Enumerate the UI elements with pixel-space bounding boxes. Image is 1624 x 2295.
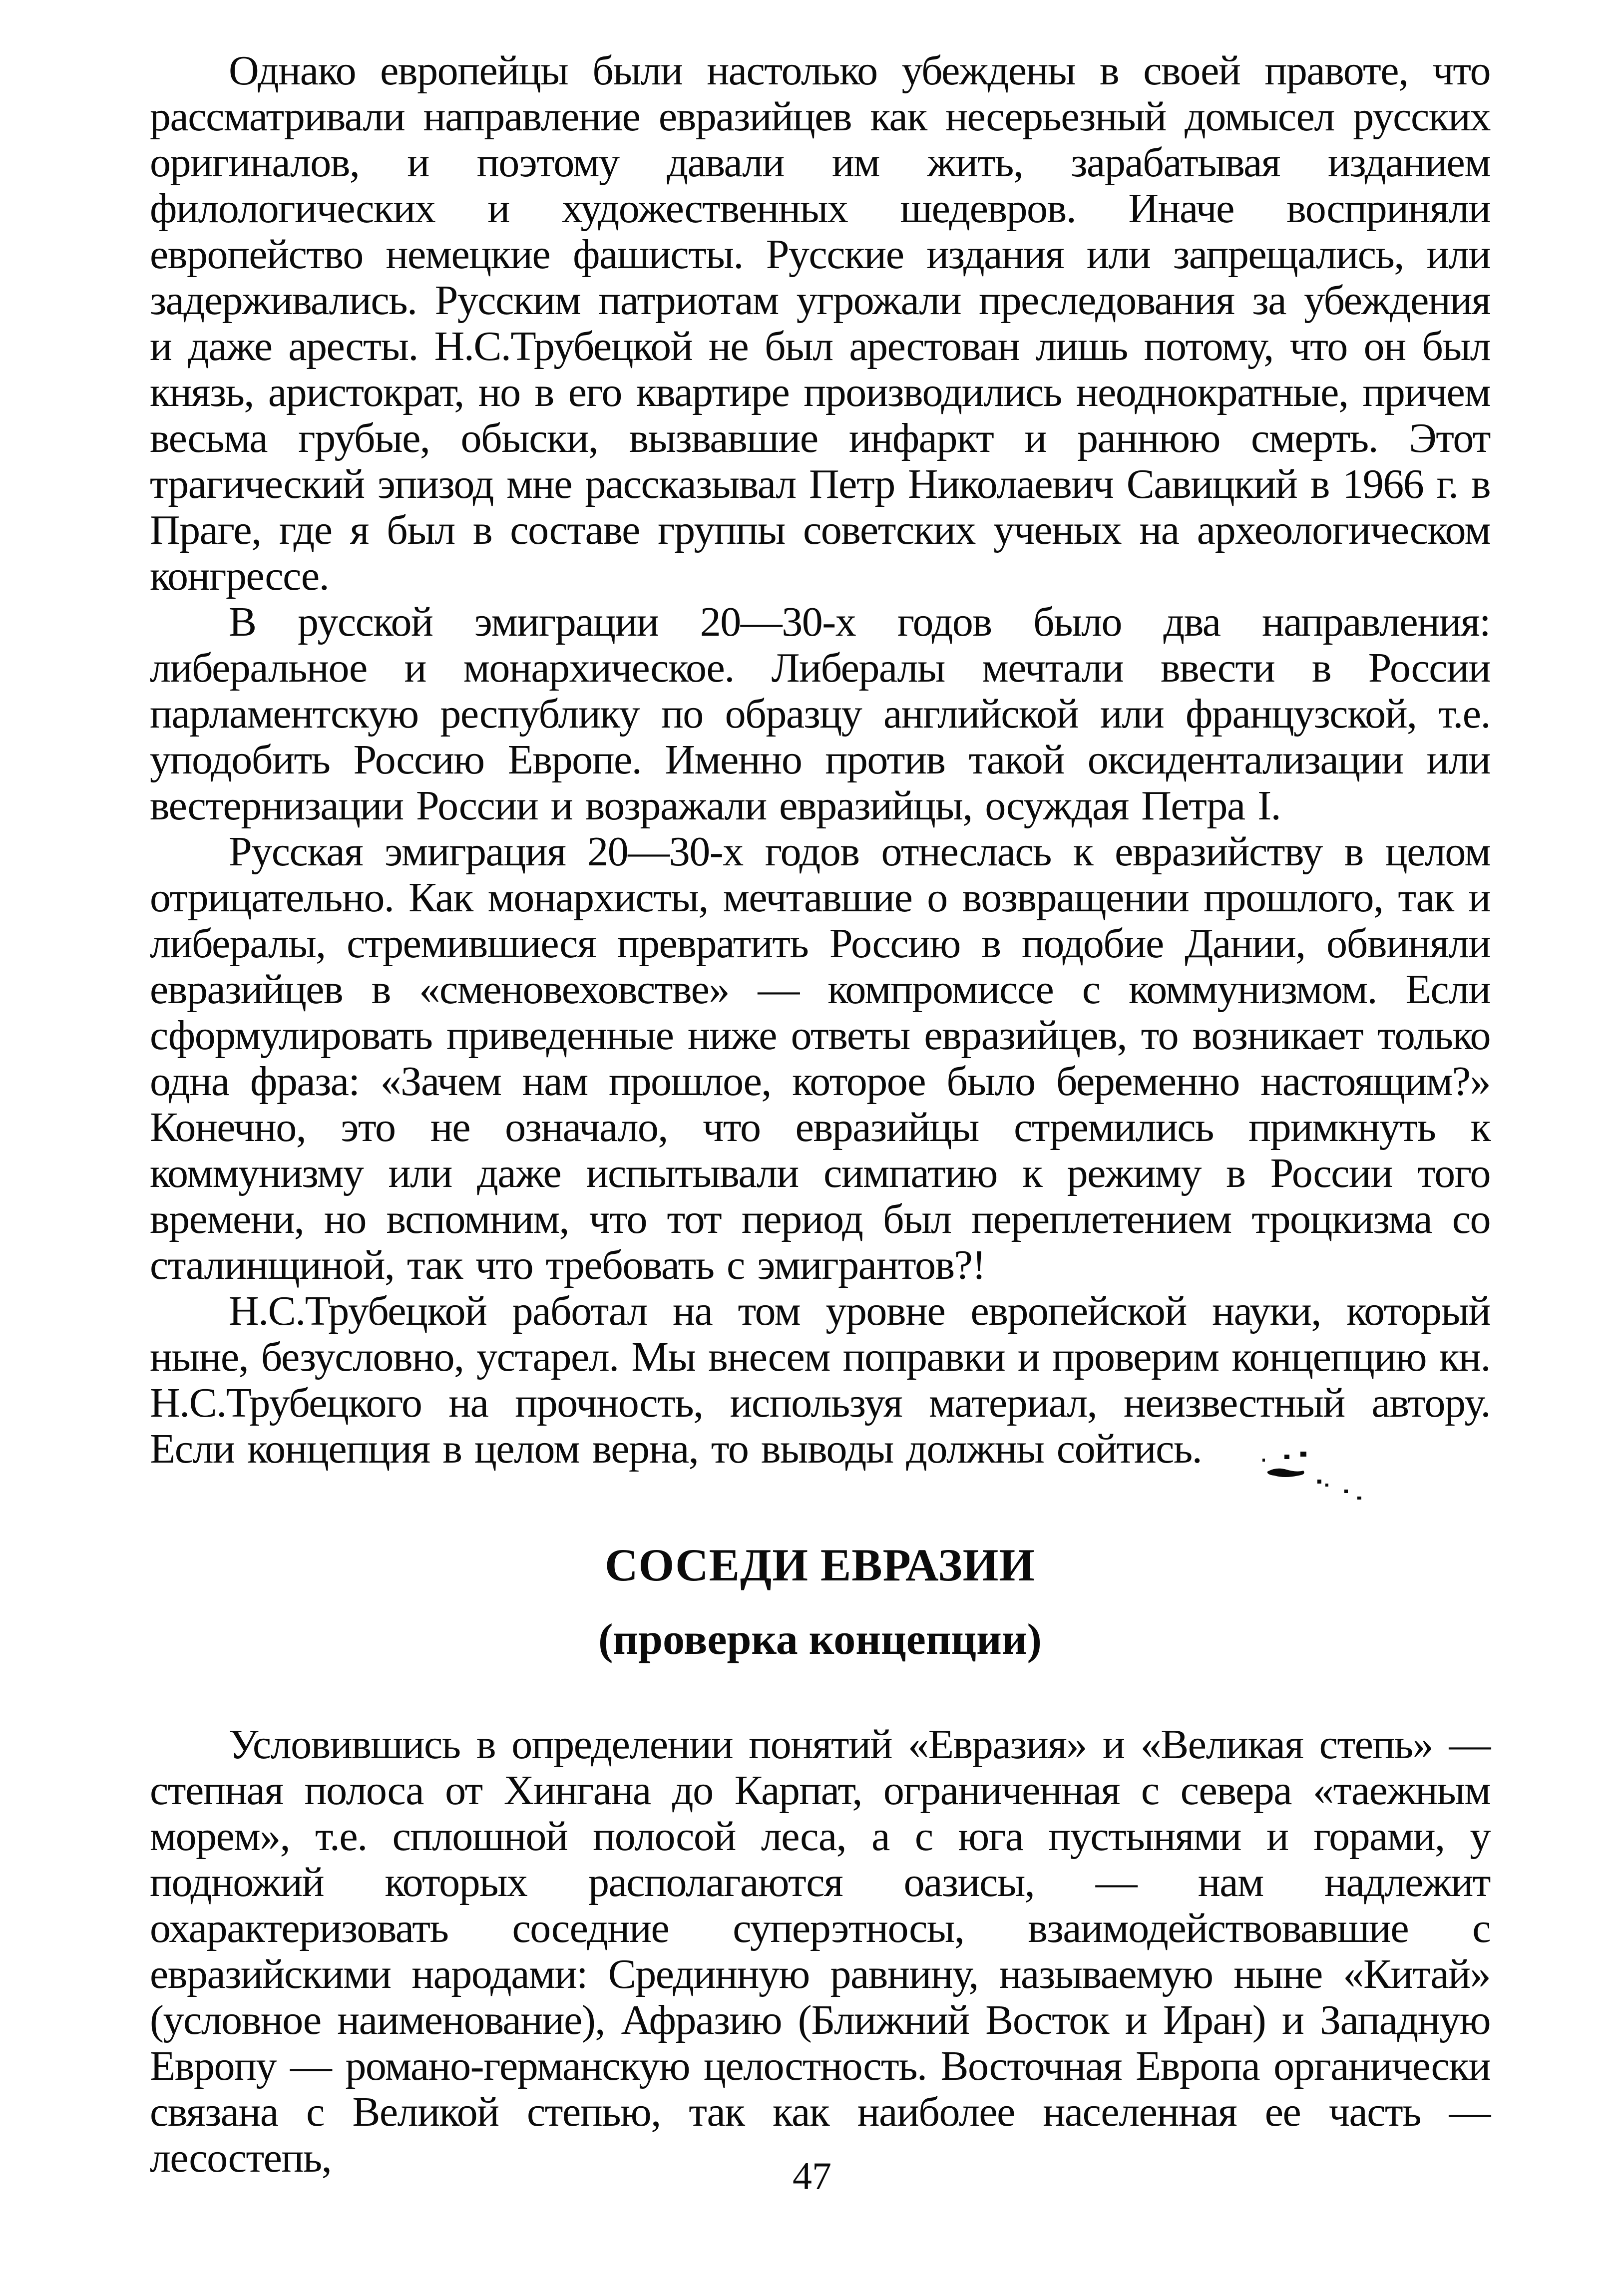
section-subtitle: (проверка концепции) <box>598 1615 1042 1664</box>
paragraph: Н.С.Трубецкой работал на том уровне европейской науки, который ныне, безусловно, устарел. Мы внесем поправки и проверим концепцию кн. Н.С.Трубецкого на прочность, используя материал, неизвестный автору. Если концепция в целом верна, то выводы должны сойтись. <box>150 1288 1490 1472</box>
paragraph: Русская эмиграция 20—30-х годов отнеслась к евразийству в целом отрицательно. Как монархисты, мечтавшие о возвращении прошлого, так и либералы, стремившиеся превратить Россию в подобие Дании, обвиняли евразийцев в «сменовеховстве» — компромиссе с коммунизмом. Если сформулировать приведенные ниже ответы евразийцев, то возникает только одна фраза: «Зачем нам прошлое, которое было беременно настоящим?» Конечно, это не означало, что евразийцы стремились примкнуть к коммунизму или даже испытывали симпатию к режиму в России того времени, но вспомним, что тот период был переплетением троцкизма со сталинщиной, так что требовать с эмигрантов?! <box>150 828 1490 1288</box>
page-number: 47 <box>793 2154 831 2198</box>
paragraph: Однако европейцы были настолько убеждены в своей правоте, что рассматривали направление евразийцев как несерьезный домысел русских оригиналов, и поэтому давали им жить, зарабатывая изданием филологических и художественных шедевров. Иначе восприняли европейство немецкие фашисты. Русские издания или запрещались, или задерживались. Русским патриотам угрожали преследования за убеждения и даже аресты. Н.С.Трубецкой не был арестован лишь потому, что он был князь, аристократ, но в его квартире производились неоднократные, причем весьма грубые, обыски, вызвавшие инфаркт и раннюю смерть. Этот трагический эпизод мне рассказывал Петр Николаевич Савицкий в 1966 г. в Праге, где я был в составе группы советских ученых на археологическом конгрессе. <box>150 47 1490 599</box>
section-body <box>150 1722 1490 2181</box>
paragraph: В русской эмиграции 20—30-х годов было два направления: либеральное и монархическое. Либералы мечтали ввести в России парламентскую республику по образцу английской или французской, т.е. уподобить Россию Европе. Именно против такой оксидентализации или вестернизации России и возражали евразийцы, осуждая Петра I. <box>150 599 1490 829</box>
paragraph: Условившись в определении понятий «Евразия» и «Великая степь» — степная полоса от Хингана до Карпат, ограниченная с севера «таежным морем», т.е. сплошной полосой леса, а с юга пустынями и горами, у подножий которых располагаются оазисы, — нам надлежит охарактеризовать соседние суперэтносы, взаимодействовавшие с евразийскими народами: Срединную равнину, называемую ныне «Китай» (условное наименование), Афразию (Ближний Восток и Иран) и Западную Европу — романо-германскую целостность. Восточная Европа органически связана с Великой степью, так как наиболее населенная ее часть — лесостепь, <box>150 1721 1490 2181</box>
text-block <box>150 48 1490 2181</box>
section-heading-block <box>150 1540 1490 1664</box>
section-title: СОСЕДИ ЕВРАЗИИ <box>605 1539 1035 1590</box>
